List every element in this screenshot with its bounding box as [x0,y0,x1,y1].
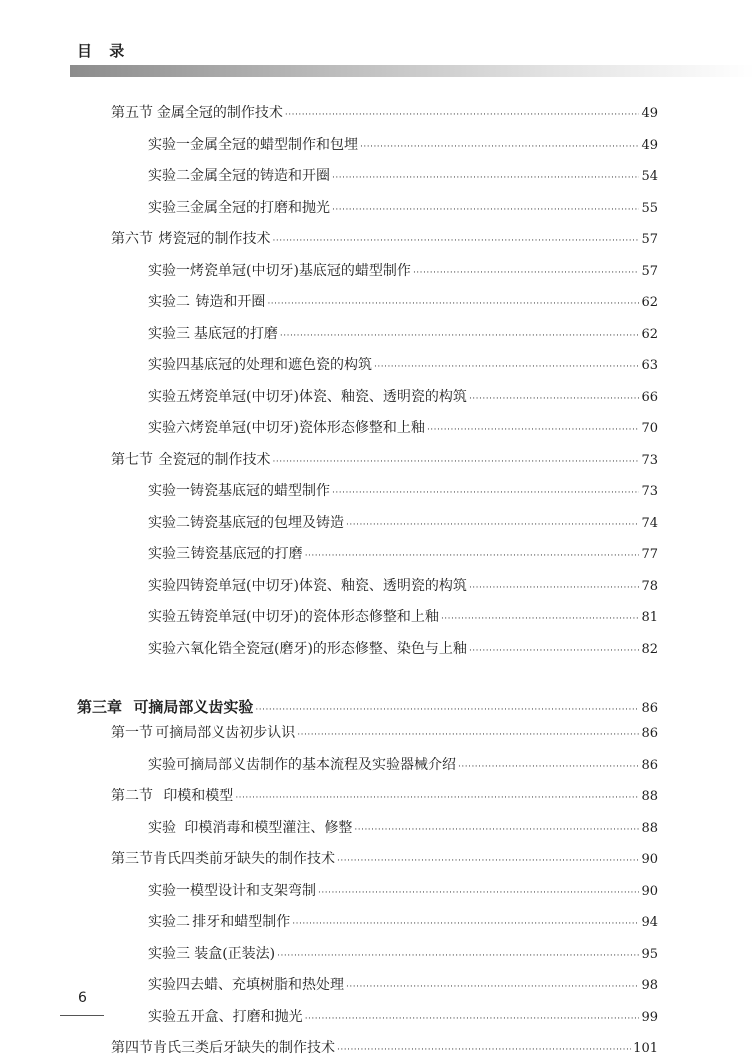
dot-leader [469,641,640,661]
toc-entry-label: 实验四 [148,357,190,373]
toc-entry-label: 第一节 [111,725,153,741]
toc-entry-title: 铸瓷单冠(中切牙)的瓷体形态修整和上釉 [190,609,439,625]
toc-entry-experiment[interactable] [148,355,658,377]
toc-entry-page-number: 88 [641,789,658,804]
toc-entry-title: 全瓷冠的制作技术 [158,452,271,468]
toc-entry-experiment[interactable] [148,481,658,503]
toc-entry-page-number: 74 [641,516,658,531]
dot-leader [469,578,640,598]
toc-entry-page-number: 63 [641,358,658,373]
toc-entry-title: 金属全冠的制作技术 [156,105,283,121]
toc-entry-label: 实验六 [148,641,190,657]
toc-entry-label: 第五节 [111,105,153,121]
dot-leader [337,1040,631,1060]
dot-leader [337,851,639,871]
running-header-title: 目 录 [77,42,131,60]
toc-entry-experiment[interactable] [148,1007,658,1029]
toc-entry-experiment[interactable] [148,912,658,934]
toc-entry-label: 实验三 [148,326,190,342]
toc-entry-page-number: 95 [641,947,658,962]
toc-entry-label: 实验一 [148,483,190,499]
dot-leader [332,483,639,503]
toc-entry-title: 铸瓷基底冠的蜡型制作 [190,483,330,499]
toc-entry-page-number: 55 [641,201,658,216]
toc-entry-label: 实验五 [148,1009,190,1025]
toc-entry-title: 烤瓷单冠(中切牙)基底冠的蜡型制作 [190,263,411,279]
toc-entry-label: 第六节 [111,231,153,247]
toc-entry-experiment[interactable] [148,513,658,535]
toc-entry-section[interactable] [111,849,658,871]
toc-entry-experiment[interactable] [148,198,658,220]
page-number: 6 [78,990,87,1006]
dot-leader [427,420,640,440]
toc-entry-page-number: 73 [641,484,658,499]
toc-entry-title: 开盒、打磨和抛光 [190,1009,303,1025]
toc-entry-label: 实验一 [148,883,190,899]
toc-entry-label: 第七节 [111,452,153,468]
dot-leader [346,515,639,535]
dot-leader [413,263,640,283]
toc-entry-title: 铸瓷单冠(中切牙)体瓷、釉瓷、透明瓷的构筑 [190,578,467,594]
dot-leader [318,883,639,903]
dot-leader [360,137,639,157]
dot-leader [292,914,639,934]
toc-entry-page-number: 77 [641,547,658,562]
toc-entry-page-number: 88 [641,821,658,836]
toc-entry-experiment[interactable] [148,418,658,440]
toc-entry-chapter[interactable] [77,697,658,720]
toc-entry-section[interactable] [111,723,658,745]
toc-entry-label: 实验二 [148,168,190,184]
toc-entry-title: 铸瓷基底冠的包埋及铸造 [190,515,344,531]
toc-entry-experiment[interactable] [148,166,658,188]
dot-leader [346,977,639,997]
toc-entry-label: 实验三 [148,546,190,562]
toc-entry-page-number: 101 [633,1041,658,1056]
toc-entry-title: 金属全冠的铸造和开圈 [190,168,330,184]
dot-leader [305,546,640,566]
toc-entry-page-number: 62 [641,327,658,342]
toc-entry-label: 实验六 [148,420,190,436]
toc-entry-page-number: 82 [641,642,658,657]
toc-entry-label: 实验二 [148,515,190,531]
toc-entry-section[interactable] [111,103,658,125]
toc-entry-page-number: 81 [641,610,658,625]
toc-entry-experiment[interactable] [148,607,658,629]
toc-entry-experiment[interactable] [148,387,658,409]
toc-entry-page-number: 57 [641,264,658,279]
dot-leader [332,168,639,188]
dot-leader [280,326,640,346]
toc-entry-title: 铸造和开圈 [195,294,266,310]
toc-entry-page-number: 90 [641,884,658,899]
toc-entry-experiment[interactable] [148,292,658,314]
toc-entry-title: 可摘局部义齿实验 [133,698,254,716]
toc-entry-experiment[interactable] [148,544,658,566]
dot-leader [441,609,640,629]
toc-entry-label: 实验二 [148,914,190,930]
toc-entry-title: 印模消毒和模型灌注、修整 [184,820,353,836]
toc-entry-page-number: 54 [641,169,658,184]
toc-entry-experiment[interactable] [148,135,658,157]
toc-entry-title: 装盒(正装法) [194,946,276,962]
toc-entry-title: 金属全冠的蜡型制作和包埋 [190,137,358,153]
toc-entry-page-number: 49 [641,106,658,121]
dot-leader [305,1009,640,1029]
toc-entry-page-number: 94 [641,915,658,930]
toc-entry-page-number: 73 [641,453,658,468]
toc-entry-title: 可摘局部义齿制作的基本流程及实验器械介绍 [176,757,456,773]
toc-entry-page-number: 98 [641,978,658,993]
toc-entry-title: 烤瓷冠的制作技术 [158,231,271,247]
dot-leader [255,700,639,720]
dot-leader [332,200,639,220]
toc-entry-section[interactable] [111,1038,658,1060]
dot-leader [297,725,639,745]
toc-entry-title: 烤瓷单冠(中切牙)体瓷、釉瓷、透明瓷的构筑 [190,389,467,405]
toc-entry-title: 氧化锆全瓷冠(磨牙)的形态修整、染色与上釉 [190,641,467,657]
toc-entry-title: 金属全冠的打磨和抛光 [190,200,330,216]
toc-entry-page-number: 70 [641,421,658,436]
toc-entry-title: 印模和模型 [163,788,234,804]
dot-leader [285,105,640,125]
header-gradient-band [70,65,755,77]
toc-entry-section[interactable] [111,786,658,808]
toc-entry-page-number: 86 [641,701,658,716]
toc-entry-page-number: 90 [641,852,658,867]
dot-leader [273,452,640,472]
dot-leader [354,820,639,840]
toc-entry-experiment[interactable] [148,324,658,346]
toc-entry-page-number: 99 [641,1010,658,1025]
toc-entry-title: 铸瓷基底冠的打磨 [190,546,303,562]
toc-entry-label: 实验 [148,820,176,836]
toc-entry-page-number: 62 [641,295,658,310]
dot-leader [469,389,640,409]
toc-entry-title: 模型设计和支架弯制 [190,883,316,899]
toc-entry-section[interactable] [111,229,658,251]
toc-entry-label: 实验三 [148,200,190,216]
toc-entry-page-number: 49 [641,138,658,153]
toc-entry-label: 实验一 [148,137,190,153]
toc-entry-experiment[interactable] [148,261,658,283]
toc-entry-title: 可摘局部义齿初步认识 [155,725,296,741]
toc-entry-label: 第三节 [111,851,153,867]
toc-entry-title: 去蜡、充填树脂和热处理 [190,977,344,993]
toc-entry-experiment[interactable] [148,881,658,903]
toc-entry-title: 排牙和蜡型制作 [192,914,291,930]
toc-entry-experiment[interactable] [148,639,658,661]
toc-entry-label: 实验四 [148,977,190,993]
toc-entry-label: 实验二 [148,294,190,310]
toc-entry-label: 实验一 [148,263,190,279]
toc-entry-title: 基底冠的打磨 [193,326,278,342]
toc-entry-experiment[interactable] [148,944,658,966]
toc-entry-label: 实验 [148,757,176,773]
toc-entry-experiment[interactable] [148,818,658,840]
toc-entry-label: 第三章 [77,698,123,716]
toc-entry-experiment[interactable] [148,975,658,997]
toc-entry-title: 肯氏四类前牙缺失的制作技术 [153,851,335,867]
toc-entry-title: 烤瓷单冠(中切牙)瓷体形态修整和上釉 [190,420,425,436]
dot-leader [235,788,639,808]
toc-entry-experiment[interactable] [148,755,658,777]
footer-rule [60,1015,104,1016]
toc-entry-section[interactable] [111,450,658,472]
toc-entry-label: 第四节 [111,1040,153,1056]
dot-leader [267,294,639,314]
toc-entry-label: 实验四 [148,578,190,594]
toc-entry-page-number: 66 [641,390,658,405]
dot-leader [374,357,639,377]
toc-entry-page-number: 86 [641,758,658,773]
toc-entry-label: 实验五 [148,609,190,625]
dot-leader [273,231,640,251]
toc-entry-label: 第二节 [111,788,153,804]
toc-entry-experiment[interactable] [148,576,658,598]
dot-leader [458,757,639,777]
dot-leader [277,946,639,966]
toc-entry-title: 肯氏三类后牙缺失的制作技术 [153,1040,335,1056]
toc-entry-page-number: 57 [641,232,658,247]
toc-entry-label: 实验三 [148,946,190,962]
toc-entry-title: 基底冠的处理和遮色瓷的构筑 [190,357,372,373]
toc-entry-label: 实验五 [148,389,190,405]
toc-entry-page-number: 86 [641,726,658,741]
toc-entry-page-number: 78 [641,579,658,594]
